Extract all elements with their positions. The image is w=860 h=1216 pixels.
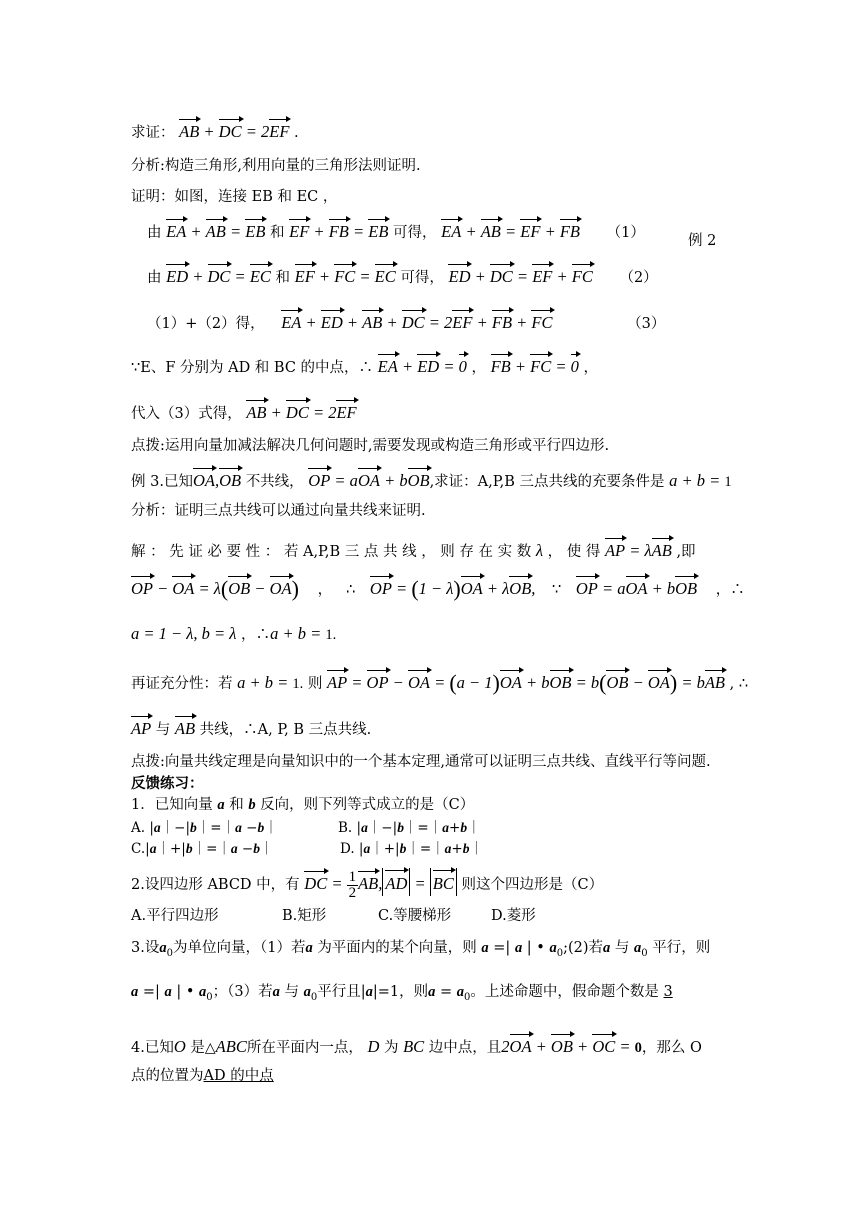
collinear-line: AP 与 AB 共线，∴A, P, B 三点共线. <box>131 714 371 739</box>
question-4-line-2: 点的位置为AD 的中点 <box>131 1068 274 1084</box>
sufficiency-line: 再证充分性：若 a + b = 1. 则 AP = OP − OA = (a − 1)OA + bOB = b(OB − OA) = bAB , ∴ <box>131 670 749 695</box>
solution-line-1: 解 ： 先 证 必 要 性 ： 若 A,P,B 三 点 共 线 ， 则 存 在 实 数 λ ， 使 得 AP = λAB ,即 <box>131 536 696 561</box>
question-2: 2.设四边形 ABCD 中，有 DC = $\frac{1}{2}$ AB, AD = BC 则这个四边形是（C） <box>131 868 604 901</box>
question-2-option-c: C.等腰梯形 <box>378 908 452 924</box>
question-1-option-b: B. |a｜−|b｜=｜a+b｜ <box>338 820 481 836</box>
midpoint-line: ∵E、F 分别为 AD 和 BC 的中点，∴ EA + ED = 0 ， FB + FC = 0 ， <box>131 352 598 377</box>
solution-line-3: a = 1 − λ, b = λ ，∴a + b = 1. <box>131 624 337 643</box>
equation-2: 由 ED + DC = EC 和 EF + FC = EC 可得， ED + DC = EF + FC （2） <box>147 262 658 287</box>
question-3-answer: 3 <box>663 984 673 1000</box>
question-4-line-1: 4.已知O 是△ABC所在平面内一点， D 为 BC 边中点，且2OA + OB + OC = 0，那么 O <box>131 1032 702 1057</box>
example-2-label: 例 2 <box>688 233 717 249</box>
proof-goal: 求证： AB + DC = 2EF . <box>131 117 299 142</box>
question-3-line-1: 3.设$a_0$为单位向量，（1）若a 为平面内的某个向量，则 a =| a | • $a_0;(2)$若a 与 $a_0$ 平行，则 <box>131 940 711 959</box>
equation-1: 由 EA + AB = EB 和 EF + FB = EB 可得， EA + AB = EF + FB （1） <box>147 217 645 242</box>
example-3: 例 3.已知OA,OB 不共线， OP = aOA + bOB,求证：A,P,B 三点共线的充要条件是 a + b = 1 <box>131 466 732 491</box>
tip-1: 点拨:运用向量加减法解决几何问题时,需要发现或构造三角形或平行四边形. <box>131 438 610 454</box>
feedback-title: 反馈练习： <box>131 775 204 792</box>
question-1-option-d: D. |a｜+|b｜=｜a+b｜ <box>340 841 483 857</box>
substitute-line: 代入（3）式得， AB + DC = 2EF <box>131 398 357 423</box>
question-2-option-b: B.矩形 <box>282 908 327 924</box>
question-4-answer: AD 的中点 <box>203 1068 274 1084</box>
analysis-2: 分析：证明三点共线可以通过向量共线来证明. <box>131 503 426 519</box>
question-1-option-a: A. |a｜−|b｜=｜a −b｜ <box>131 820 278 836</box>
question-3-line-2: a =| a | • $a_0$；（3）若a 与 $a_0$平行且|a|=1，则$a = a_0$。上述命题中，假命题个数是 3 <box>131 984 673 1003</box>
question-1-option-c: C.|a｜+|b｜=｜a −b｜ <box>131 841 274 857</box>
tip-2: 点拨:向量共线定理是向量知识中的一个基本定理,通常可以证明三点共线、直线平行等问题. <box>131 754 711 770</box>
equation-3: （1）+（2）得， EA + ED + AB + DC = 2EF + FB + FC （3） <box>147 308 665 333</box>
solution-line-2: OP − OA = λ(OB − OA) ， ∴ OP = (1 − λ)OA + λOB, ∵ OP = aOA + bOB ，∴ <box>131 576 745 601</box>
question-2-option-d: D.菱形 <box>491 908 536 924</box>
question-2-option-a: A.平行四边形 <box>131 908 219 924</box>
proof-intro: 证明：如图，连接 EB 和 EC ， <box>131 189 338 205</box>
analysis-1: 分析:构造三角形,利用向量的三角形法则证明. <box>131 158 421 174</box>
question-1: 1．已知向量 a 和 b 反向，则下列等式成立的是（C） <box>131 797 475 813</box>
